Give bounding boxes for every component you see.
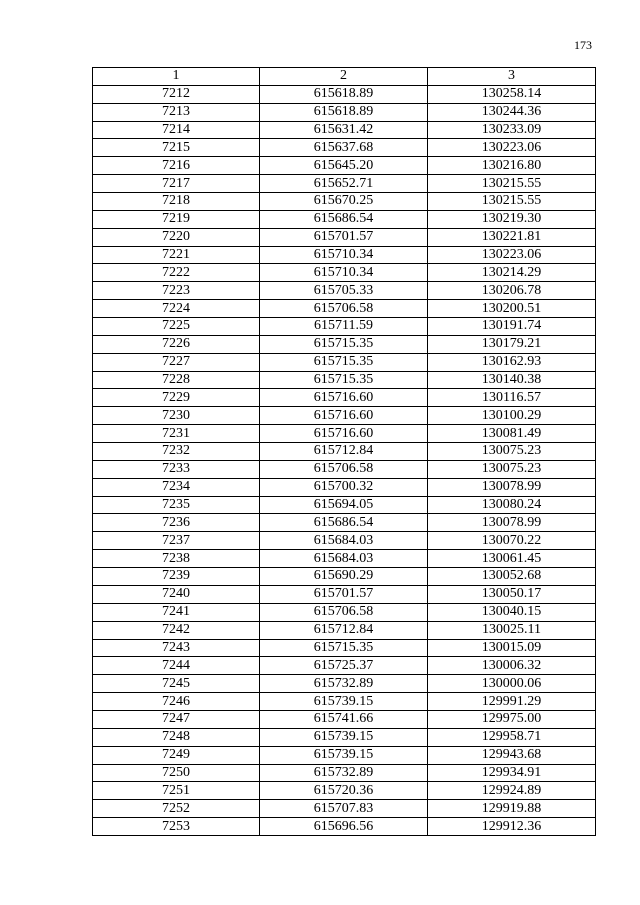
table-row bbox=[93, 532, 596, 550]
x-coordinate-cell: 615739.15 bbox=[260, 746, 428, 764]
y-coordinate-cell: 129991.29 bbox=[428, 693, 596, 711]
x-coordinate-cell: 615690.29 bbox=[260, 568, 428, 586]
y-coordinate-cell: 130116.57 bbox=[428, 389, 596, 407]
y-coordinate-cell: 129934.91 bbox=[428, 764, 596, 782]
table-row bbox=[93, 103, 596, 121]
x-coordinate-cell: 615707.83 bbox=[260, 800, 428, 818]
y-coordinate-cell: 130078.99 bbox=[428, 478, 596, 496]
point-number-cell: 7217 bbox=[93, 175, 260, 193]
table-row bbox=[93, 496, 596, 514]
point-number-cell: 7225 bbox=[93, 318, 260, 336]
table-row bbox=[93, 210, 596, 228]
x-coordinate-cell: 615741.66 bbox=[260, 710, 428, 728]
point-number-cell: 7250 bbox=[93, 764, 260, 782]
point-number-cell: 7247 bbox=[93, 710, 260, 728]
table-row bbox=[93, 371, 596, 389]
point-number-cell: 7236 bbox=[93, 514, 260, 532]
x-coordinate-cell: 615705.33 bbox=[260, 282, 428, 300]
point-number-cell: 7246 bbox=[93, 693, 260, 711]
page-number: 173 bbox=[574, 38, 592, 52]
y-coordinate-cell: 130006.32 bbox=[428, 657, 596, 675]
point-number-cell: 7212 bbox=[93, 85, 260, 103]
table-row bbox=[93, 675, 596, 693]
x-coordinate-cell: 615706.58 bbox=[260, 300, 428, 318]
x-coordinate-cell: 615684.03 bbox=[260, 532, 428, 550]
table-row bbox=[93, 782, 596, 800]
x-coordinate-cell: 615732.89 bbox=[260, 675, 428, 693]
y-coordinate-cell: 130070.22 bbox=[428, 532, 596, 550]
column-header: 3 bbox=[428, 68, 596, 86]
y-coordinate-cell: 130075.23 bbox=[428, 443, 596, 461]
x-coordinate-cell: 615694.05 bbox=[260, 496, 428, 514]
table-row bbox=[93, 585, 596, 603]
point-number-cell: 7230 bbox=[93, 407, 260, 425]
y-coordinate-cell: 130179.21 bbox=[428, 335, 596, 353]
table-row bbox=[93, 800, 596, 818]
table-row bbox=[93, 335, 596, 353]
y-coordinate-cell: 130216.80 bbox=[428, 157, 596, 175]
x-coordinate-cell: 615645.20 bbox=[260, 157, 428, 175]
x-coordinate-cell: 615652.71 bbox=[260, 175, 428, 193]
table-row bbox=[93, 746, 596, 764]
y-coordinate-cell: 130219.30 bbox=[428, 210, 596, 228]
point-number-cell: 7222 bbox=[93, 264, 260, 282]
point-number-cell: 7253 bbox=[93, 818, 260, 836]
coordinates-table bbox=[92, 67, 596, 836]
point-number-cell: 7228 bbox=[93, 371, 260, 389]
point-number-cell: 7231 bbox=[93, 425, 260, 443]
x-coordinate-cell: 615715.35 bbox=[260, 353, 428, 371]
table-row bbox=[93, 157, 596, 175]
x-coordinate-cell: 615686.54 bbox=[260, 514, 428, 532]
table-row bbox=[93, 443, 596, 461]
y-coordinate-cell: 130080.24 bbox=[428, 496, 596, 514]
x-coordinate-cell: 615715.35 bbox=[260, 335, 428, 353]
x-coordinate-cell: 615716.60 bbox=[260, 389, 428, 407]
table-row bbox=[93, 710, 596, 728]
point-number-cell: 7219 bbox=[93, 210, 260, 228]
y-coordinate-cell: 130100.29 bbox=[428, 407, 596, 425]
table-body bbox=[93, 85, 596, 835]
y-coordinate-cell: 130223.06 bbox=[428, 139, 596, 157]
y-coordinate-cell: 130052.68 bbox=[428, 568, 596, 586]
table-row bbox=[93, 764, 596, 782]
y-coordinate-cell: 130221.81 bbox=[428, 228, 596, 246]
point-number-cell: 7229 bbox=[93, 389, 260, 407]
y-coordinate-cell: 130000.06 bbox=[428, 675, 596, 693]
y-coordinate-cell: 130191.74 bbox=[428, 318, 596, 336]
column-header: 1 bbox=[93, 68, 260, 86]
point-number-cell: 7218 bbox=[93, 193, 260, 211]
table-row bbox=[93, 246, 596, 264]
point-number-cell: 7242 bbox=[93, 621, 260, 639]
y-coordinate-cell: 130140.38 bbox=[428, 371, 596, 389]
point-number-cell: 7223 bbox=[93, 282, 260, 300]
point-number-cell: 7226 bbox=[93, 335, 260, 353]
y-coordinate-cell: 130061.45 bbox=[428, 550, 596, 568]
point-number-cell: 7240 bbox=[93, 585, 260, 603]
point-number-cell: 7244 bbox=[93, 657, 260, 675]
y-coordinate-cell: 130078.99 bbox=[428, 514, 596, 532]
point-number-cell: 7245 bbox=[93, 675, 260, 693]
table-row bbox=[93, 85, 596, 103]
point-number-cell: 7233 bbox=[93, 460, 260, 478]
y-coordinate-cell: 130206.78 bbox=[428, 282, 596, 300]
point-number-cell: 7235 bbox=[93, 496, 260, 514]
table-row bbox=[93, 228, 596, 246]
point-number-cell: 7234 bbox=[93, 478, 260, 496]
x-coordinate-cell: 615732.89 bbox=[260, 764, 428, 782]
point-number-cell: 7252 bbox=[93, 800, 260, 818]
point-number-cell: 7237 bbox=[93, 532, 260, 550]
y-coordinate-cell: 129912.36 bbox=[428, 818, 596, 836]
point-number-cell: 7216 bbox=[93, 157, 260, 175]
x-coordinate-cell: 615715.35 bbox=[260, 639, 428, 657]
x-coordinate-cell: 615618.89 bbox=[260, 85, 428, 103]
table-row bbox=[93, 318, 596, 336]
x-coordinate-cell: 615637.68 bbox=[260, 139, 428, 157]
y-coordinate-cell: 130215.55 bbox=[428, 175, 596, 193]
point-number-cell: 7238 bbox=[93, 550, 260, 568]
x-coordinate-cell: 615712.84 bbox=[260, 621, 428, 639]
y-coordinate-cell: 130081.49 bbox=[428, 425, 596, 443]
point-number-cell: 7251 bbox=[93, 782, 260, 800]
point-number-cell: 7224 bbox=[93, 300, 260, 318]
table-row bbox=[93, 568, 596, 586]
table-row bbox=[93, 657, 596, 675]
y-coordinate-cell: 130050.17 bbox=[428, 585, 596, 603]
point-number-cell: 7220 bbox=[93, 228, 260, 246]
x-coordinate-cell: 615725.37 bbox=[260, 657, 428, 675]
table-row bbox=[93, 282, 596, 300]
x-coordinate-cell: 615720.36 bbox=[260, 782, 428, 800]
point-number-cell: 7243 bbox=[93, 639, 260, 657]
point-number-cell: 7241 bbox=[93, 603, 260, 621]
y-coordinate-cell: 130025.11 bbox=[428, 621, 596, 639]
table-row bbox=[93, 425, 596, 443]
y-coordinate-cell: 130233.09 bbox=[428, 121, 596, 139]
table-row bbox=[93, 175, 596, 193]
x-coordinate-cell: 615710.34 bbox=[260, 264, 428, 282]
x-coordinate-cell: 615710.34 bbox=[260, 246, 428, 264]
x-coordinate-cell: 615716.60 bbox=[260, 425, 428, 443]
table-row bbox=[93, 193, 596, 211]
point-number-cell: 7215 bbox=[93, 139, 260, 157]
x-coordinate-cell: 615706.58 bbox=[260, 460, 428, 478]
table-row bbox=[93, 353, 596, 371]
table-row bbox=[93, 389, 596, 407]
table-row bbox=[93, 818, 596, 836]
table-row bbox=[93, 478, 596, 496]
table-row bbox=[93, 603, 596, 621]
table-row bbox=[93, 728, 596, 746]
point-number-cell: 7213 bbox=[93, 103, 260, 121]
table-row bbox=[93, 550, 596, 568]
table-row bbox=[93, 639, 596, 657]
y-coordinate-cell: 130214.29 bbox=[428, 264, 596, 282]
x-coordinate-cell: 615739.15 bbox=[260, 693, 428, 711]
y-coordinate-cell: 130258.14 bbox=[428, 85, 596, 103]
point-number-cell: 7248 bbox=[93, 728, 260, 746]
y-coordinate-cell: 129924.89 bbox=[428, 782, 596, 800]
table-row bbox=[93, 693, 596, 711]
x-coordinate-cell: 615670.25 bbox=[260, 193, 428, 211]
x-coordinate-cell: 615686.54 bbox=[260, 210, 428, 228]
x-coordinate-cell: 615701.57 bbox=[260, 228, 428, 246]
y-coordinate-cell: 130075.23 bbox=[428, 460, 596, 478]
x-coordinate-cell: 615631.42 bbox=[260, 121, 428, 139]
table-row bbox=[93, 407, 596, 425]
x-coordinate-cell: 615701.57 bbox=[260, 585, 428, 603]
y-coordinate-cell: 129958.71 bbox=[428, 728, 596, 746]
point-number-cell: 7221 bbox=[93, 246, 260, 264]
x-coordinate-cell: 615618.89 bbox=[260, 103, 428, 121]
x-coordinate-cell: 615712.84 bbox=[260, 443, 428, 461]
table-row bbox=[93, 460, 596, 478]
point-number-cell: 7232 bbox=[93, 443, 260, 461]
point-number-cell: 7214 bbox=[93, 121, 260, 139]
x-coordinate-cell: 615684.03 bbox=[260, 550, 428, 568]
y-coordinate-cell: 129919.88 bbox=[428, 800, 596, 818]
column-header: 2 bbox=[260, 68, 428, 86]
table-row bbox=[93, 264, 596, 282]
table-row bbox=[93, 300, 596, 318]
x-coordinate-cell: 615739.15 bbox=[260, 728, 428, 746]
y-coordinate-cell: 130015.09 bbox=[428, 639, 596, 657]
table-row bbox=[93, 121, 596, 139]
table-row bbox=[93, 621, 596, 639]
x-coordinate-cell: 615706.58 bbox=[260, 603, 428, 621]
point-number-cell: 7239 bbox=[93, 568, 260, 586]
y-coordinate-cell: 130215.55 bbox=[428, 193, 596, 211]
x-coordinate-cell: 615700.32 bbox=[260, 478, 428, 496]
table-row bbox=[93, 514, 596, 532]
x-coordinate-cell: 615715.35 bbox=[260, 371, 428, 389]
y-coordinate-cell: 129975.00 bbox=[428, 710, 596, 728]
header-row bbox=[93, 68, 596, 86]
x-coordinate-cell: 615696.56 bbox=[260, 818, 428, 836]
x-coordinate-cell: 615716.60 bbox=[260, 407, 428, 425]
y-coordinate-cell: 129943.68 bbox=[428, 746, 596, 764]
y-coordinate-cell: 130162.93 bbox=[428, 353, 596, 371]
y-coordinate-cell: 130040.15 bbox=[428, 603, 596, 621]
table-row bbox=[93, 139, 596, 157]
y-coordinate-cell: 130223.06 bbox=[428, 246, 596, 264]
point-number-cell: 7249 bbox=[93, 746, 260, 764]
y-coordinate-cell: 130200.51 bbox=[428, 300, 596, 318]
x-coordinate-cell: 615711.59 bbox=[260, 318, 428, 336]
point-number-cell: 7227 bbox=[93, 353, 260, 371]
y-coordinate-cell: 130244.36 bbox=[428, 103, 596, 121]
